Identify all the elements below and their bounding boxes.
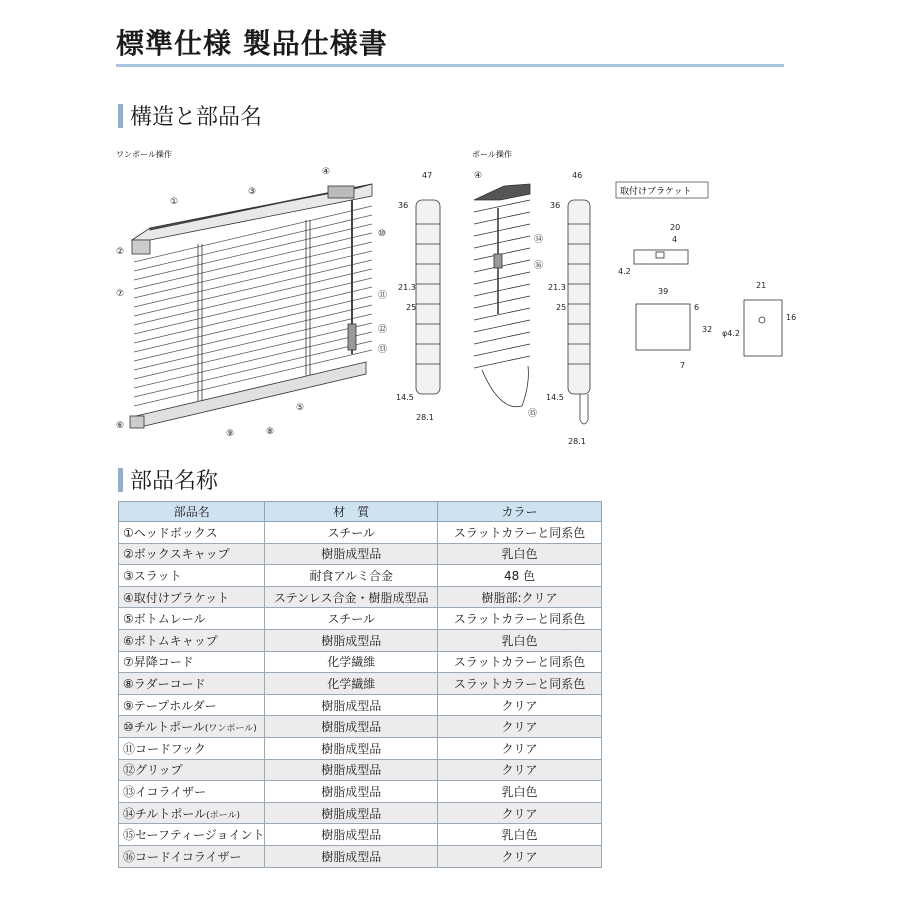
part-material: ステンレス合金・樹脂成型品 bbox=[265, 586, 438, 608]
part-color: スラットカラーと同系色 bbox=[438, 522, 602, 544]
svg-text:46: 46 bbox=[572, 171, 583, 180]
table-row bbox=[119, 586, 602, 608]
svg-text:16: 16 bbox=[786, 313, 797, 322]
table-row bbox=[119, 522, 602, 544]
part-color: スラットカラーと同系色 bbox=[438, 651, 602, 673]
svg-text:36: 36 bbox=[398, 201, 409, 210]
table-row bbox=[119, 629, 602, 651]
svg-text:φ4.2: φ4.2 bbox=[722, 329, 740, 338]
part-material: 耐食アルミ合金 bbox=[265, 565, 438, 587]
header-material: 材 質 bbox=[265, 502, 438, 522]
part-name: ⑥ボトムキャップ bbox=[119, 629, 265, 651]
part-name: ⑮セーフティージョイント bbox=[119, 824, 265, 846]
part-color: クリア bbox=[438, 759, 602, 781]
table-row bbox=[119, 651, 602, 673]
svg-text:32: 32 bbox=[702, 325, 713, 334]
part-material: 樹脂成型品 bbox=[265, 737, 438, 759]
part-name: ⑤ボトムレール bbox=[119, 608, 265, 630]
part-material: 化学繊維 bbox=[265, 673, 438, 695]
part-color: クリア bbox=[438, 845, 602, 867]
part-material: 樹脂成型品 bbox=[265, 802, 438, 824]
svg-text:①: ① bbox=[170, 197, 179, 207]
part-color: 乳白色 bbox=[438, 543, 602, 565]
svg-text:25: 25 bbox=[406, 303, 417, 312]
svg-text:39: 39 bbox=[658, 287, 669, 296]
part-material: 樹脂成型品 bbox=[265, 543, 438, 565]
part-name-note: (ポール) bbox=[206, 810, 241, 821]
part-name: ⑫グリップ bbox=[119, 759, 265, 781]
part-material: 化学繊維 bbox=[265, 651, 438, 673]
svg-text:14.5: 14.5 bbox=[396, 393, 414, 402]
svg-text:⑮: ⑮ bbox=[528, 409, 538, 419]
part-material: 樹脂成型品 bbox=[265, 824, 438, 846]
part-name: ②ボックスキャップ bbox=[119, 543, 265, 565]
part-name: ⑬イコライザー bbox=[119, 781, 265, 803]
part-name: ⑯コードイコライザー bbox=[119, 845, 265, 867]
header-color: カラー bbox=[438, 502, 602, 522]
part-color: クリア bbox=[438, 737, 602, 759]
part-name: ④取付けブラケット bbox=[119, 586, 265, 608]
part-color: 乳白色 bbox=[438, 629, 602, 651]
bracket-drawings bbox=[634, 250, 782, 356]
svg-text:⑫: ⑫ bbox=[378, 325, 388, 335]
svg-text:④: ④ bbox=[474, 171, 483, 181]
svg-text:③: ③ bbox=[248, 187, 257, 197]
part-material: 樹脂成型品 bbox=[265, 759, 438, 781]
part-color: クリア bbox=[438, 716, 602, 738]
part-name: ⑧ラダーコード bbox=[119, 673, 265, 695]
part-name: ⑩チルトポール(ワンポール) bbox=[119, 716, 265, 738]
part-color: スラットカラーと同系色 bbox=[438, 608, 602, 630]
svg-text:28.1: 28.1 bbox=[568, 437, 586, 446]
svg-text:⑩: ⑩ bbox=[378, 229, 387, 239]
pole-operation-drawing bbox=[474, 184, 530, 407]
svg-text:14.5: 14.5 bbox=[546, 393, 564, 402]
table-row bbox=[119, 673, 602, 695]
blind-perspective-drawing bbox=[130, 184, 372, 428]
svg-text:4.2: 4.2 bbox=[618, 267, 631, 276]
part-material: 樹脂成型品 bbox=[265, 694, 438, 716]
callouts-pole bbox=[474, 171, 543, 419]
svg-text:⑨: ⑨ bbox=[226, 429, 235, 439]
svg-text:⑤: ⑤ bbox=[296, 403, 305, 413]
svg-text:⑦: ⑦ bbox=[116, 289, 125, 299]
side-view-one-pole bbox=[416, 200, 440, 394]
header-part-name: 部品名 bbox=[119, 502, 265, 522]
section-heading-parts: 部品名称 bbox=[118, 464, 218, 495]
table-header-row bbox=[119, 502, 602, 522]
svg-text:⑭: ⑭ bbox=[534, 235, 544, 245]
pole-label: ポール操作 bbox=[472, 150, 512, 159]
table-row bbox=[119, 802, 602, 824]
svg-text:⑯: ⑯ bbox=[534, 261, 544, 271]
side-view-pole bbox=[568, 200, 590, 424]
table-row bbox=[119, 716, 602, 738]
part-material: 樹脂成型品 bbox=[265, 781, 438, 803]
part-material: 樹脂成型品 bbox=[265, 629, 438, 651]
table-row bbox=[119, 781, 602, 803]
bracket-label: 取付けブラケット bbox=[620, 187, 692, 197]
svg-text:6: 6 bbox=[694, 303, 700, 312]
part-name: ③スラット bbox=[119, 565, 265, 587]
table-row bbox=[119, 737, 602, 759]
table-row bbox=[119, 759, 602, 781]
part-name: ⑦昇降コード bbox=[119, 651, 265, 673]
part-name-note: (ワンポール) bbox=[204, 724, 257, 735]
part-color: 乳白色 bbox=[438, 824, 602, 846]
svg-text:21.3: 21.3 bbox=[398, 283, 416, 292]
part-color: スラットカラーと同系色 bbox=[438, 673, 602, 695]
part-name: ⑭チルトポール(ポール) bbox=[119, 802, 265, 824]
svg-text:20: 20 bbox=[670, 223, 681, 232]
section-heading-structure: 構造と部品名 bbox=[118, 100, 262, 131]
svg-text:36: 36 bbox=[550, 201, 561, 210]
page-title: 標準仕様 製品仕様書 bbox=[116, 27, 388, 60]
table-row bbox=[119, 824, 602, 846]
part-color: クリア bbox=[438, 802, 602, 824]
dims-bracket bbox=[618, 223, 796, 370]
svg-text:4: 4 bbox=[672, 235, 678, 244]
svg-text:⑬: ⑬ bbox=[378, 345, 388, 355]
svg-text:④: ④ bbox=[322, 167, 331, 177]
table-row bbox=[119, 845, 602, 867]
one-pole-label: ワンポール操作 bbox=[116, 150, 172, 159]
part-material: スチール bbox=[265, 522, 438, 544]
svg-text:⑪: ⑪ bbox=[378, 291, 388, 301]
table-row bbox=[119, 608, 602, 630]
table-row bbox=[119, 694, 602, 716]
svg-text:25: 25 bbox=[556, 303, 567, 312]
title-divider bbox=[116, 64, 784, 67]
part-color: 乳白色 bbox=[438, 781, 602, 803]
part-material: 樹脂成型品 bbox=[265, 716, 438, 738]
svg-text:47: 47 bbox=[422, 171, 433, 180]
svg-text:②: ② bbox=[116, 247, 125, 257]
part-name: ⑪コードフック bbox=[119, 737, 265, 759]
structure-diagram bbox=[110, 144, 797, 454]
svg-text:⑥: ⑥ bbox=[116, 421, 125, 431]
table-row bbox=[119, 543, 602, 565]
part-material: 樹脂成型品 bbox=[265, 845, 438, 867]
svg-text:21.3: 21.3 bbox=[548, 283, 566, 292]
part-name: ①ヘッドボックス bbox=[119, 522, 265, 544]
part-color: クリア bbox=[438, 694, 602, 716]
parts-table bbox=[118, 501, 602, 868]
svg-text:28.1: 28.1 bbox=[416, 413, 434, 422]
svg-text:⑧: ⑧ bbox=[266, 427, 275, 437]
part-color: 樹脂部:クリア bbox=[438, 586, 602, 608]
part-material: スチール bbox=[265, 608, 438, 630]
part-color: 48 色 bbox=[438, 565, 602, 587]
svg-text:21: 21 bbox=[756, 281, 767, 290]
table-row bbox=[119, 565, 602, 587]
part-name: ⑨テープホルダー bbox=[119, 694, 265, 716]
svg-text:7: 7 bbox=[680, 361, 686, 370]
